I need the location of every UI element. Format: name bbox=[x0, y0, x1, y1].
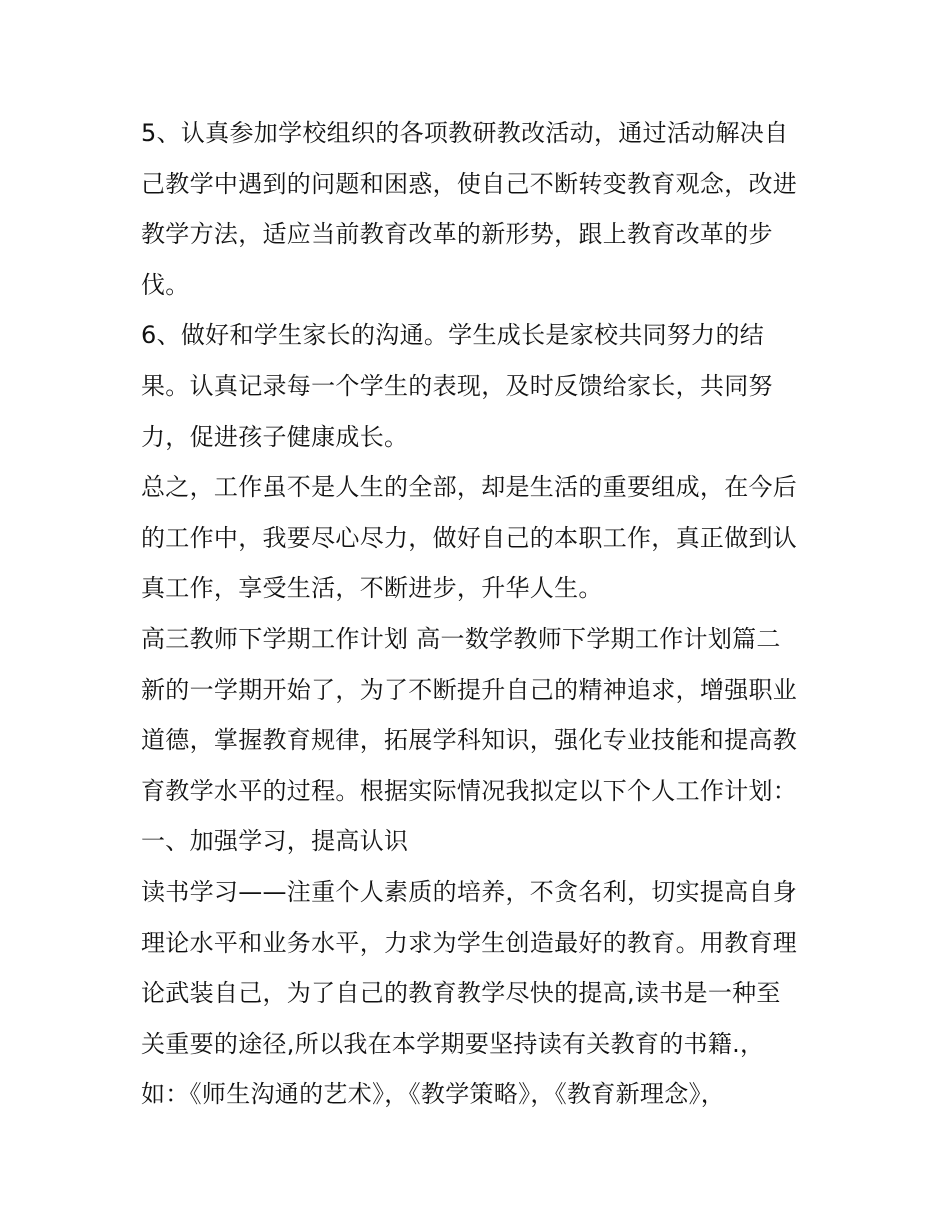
document-body bbox=[141, 108, 841, 1120]
text-line: 真工作，享受生活，不断进步，升华人生。 bbox=[141, 574, 603, 603]
section-title-line: 高三教师下学期工作计划 高一数学教师下学期工作计划篇二 bbox=[141, 624, 781, 653]
text-line: 关重要的途径,所以我在本学期要坚持读有关教育的书籍.， bbox=[141, 1029, 765, 1058]
text-line: 总之，工作虽不是人生的全部，却是生活的重要组成，在今后 bbox=[141, 473, 798, 502]
text-line: 果。认真记录每一个学生的表现，及时反馈给家长，共同努 bbox=[141, 371, 773, 400]
text-line: 伐。 bbox=[141, 270, 190, 299]
text-line: 理论水平和业务水平，力求为学生创造最好的教育。用教育理 bbox=[141, 928, 798, 957]
text-line: 论武装自己，为了自己的教育教学尽快的提高,读书是一种至 bbox=[141, 979, 781, 1008]
subheading-line: 一、加强学习，提高认识 bbox=[141, 827, 409, 856]
text-line: 力，促进孩子健康成长。 bbox=[141, 422, 409, 451]
text-line: 己教学中遇到的问题和困惑，使自己不断转变教育观念，改进 bbox=[141, 169, 798, 198]
text-line: 5、认真参加学校组织的各项教研教改活动，通过活动解决自 bbox=[141, 119, 789, 147]
text-line: 教学方法，适应当前教育改革的新形势，跟上教育改革的步 bbox=[141, 220, 773, 249]
text-line: 如：《师生沟通的艺术》，《教学策略》，《教育新理念》， bbox=[141, 1080, 726, 1109]
text-line: 6、做好和学生家长的沟通。学生成长是家校共同努力的结 bbox=[141, 321, 765, 350]
text-line: 道德，掌握教育规律，拓展学科知识，强化专业技能和提高教 bbox=[141, 726, 798, 755]
text-line: 的工作中，我要尽心尽力，做好自己的本职工作，真正做到认 bbox=[141, 523, 798, 552]
text-line: 读书学习——注重个人素质的培养，不贪名利，切实提高自身 bbox=[141, 877, 798, 906]
text-line: 育教学水平的过程。根据实际情况我拟定以下个人工作计划： bbox=[141, 776, 798, 805]
text-line: 新的一学期开始了，为了不断提升自己的精神追求，增强职业 bbox=[141, 675, 798, 704]
